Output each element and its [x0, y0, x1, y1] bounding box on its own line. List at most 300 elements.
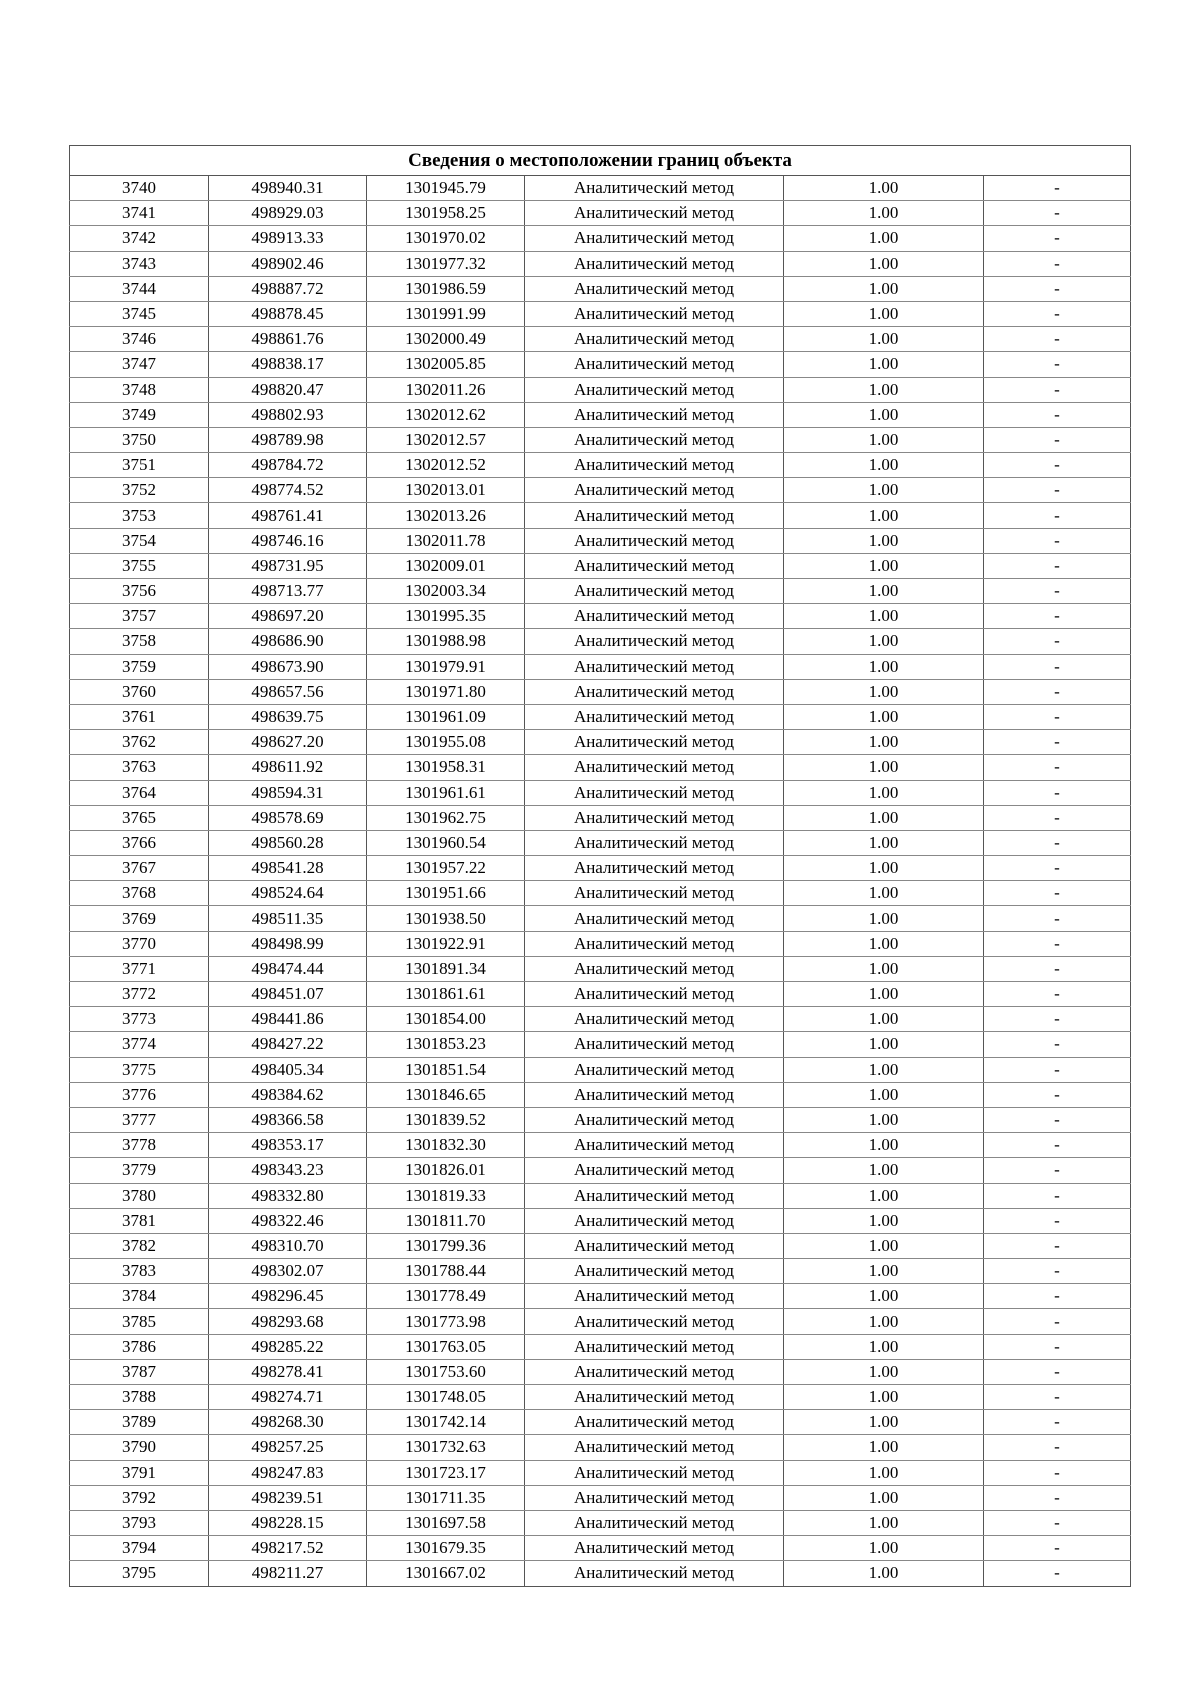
point-number-cell: 3787	[70, 1359, 209, 1384]
y-coordinate-cell: 1301979.91	[367, 654, 525, 679]
method-cell: Аналитический метод	[525, 1032, 784, 1057]
method-cell: Аналитический метод	[525, 1259, 784, 1284]
table-row	[70, 301, 1131, 326]
point-number-cell: 3781	[70, 1208, 209, 1233]
y-coordinate-cell: 1301861.61	[367, 982, 525, 1007]
x-coordinate-cell: 498511.35	[209, 906, 367, 931]
description-cell: -	[984, 654, 1131, 679]
y-coordinate-cell: 1301986.59	[367, 276, 525, 301]
x-coordinate-cell: 498268.30	[209, 1410, 367, 1435]
point-number-cell: 3747	[70, 352, 209, 377]
accuracy-cell: 1.00	[784, 1334, 984, 1359]
description-cell: -	[984, 906, 1131, 931]
method-cell: Аналитический метод	[525, 201, 784, 226]
description-cell: -	[984, 1536, 1131, 1561]
x-coordinate-cell: 498310.70	[209, 1233, 367, 1258]
accuracy-cell: 1.00	[784, 1158, 984, 1183]
method-cell: Аналитический метод	[525, 931, 784, 956]
table-row	[70, 1561, 1131, 1586]
point-number-cell: 3782	[70, 1233, 209, 1258]
document-page	[69, 145, 1130, 1587]
description-cell: -	[984, 1082, 1131, 1107]
point-number-cell: 3771	[70, 956, 209, 981]
x-coordinate-cell: 498940.31	[209, 176, 367, 201]
accuracy-cell: 1.00	[784, 1309, 984, 1334]
description-cell: -	[984, 1334, 1131, 1359]
x-coordinate-cell: 498929.03	[209, 201, 367, 226]
accuracy-cell: 1.00	[784, 1510, 984, 1535]
point-number-cell: 3794	[70, 1536, 209, 1561]
accuracy-cell: 1.00	[784, 1208, 984, 1233]
description-cell: -	[984, 629, 1131, 654]
table-row	[70, 1107, 1131, 1132]
y-coordinate-cell: 1301922.91	[367, 931, 525, 956]
description-cell: -	[984, 226, 1131, 251]
method-cell: Аналитический метод	[525, 226, 784, 251]
y-coordinate-cell: 1302012.52	[367, 453, 525, 478]
x-coordinate-cell: 498627.20	[209, 730, 367, 755]
accuracy-cell: 1.00	[784, 1057, 984, 1082]
y-coordinate-cell: 1301971.80	[367, 679, 525, 704]
x-coordinate-cell: 498887.72	[209, 276, 367, 301]
x-coordinate-cell: 498802.93	[209, 402, 367, 427]
method-cell: Аналитический метод	[525, 1510, 784, 1535]
method-cell: Аналитический метод	[525, 1485, 784, 1510]
table-row	[70, 1284, 1131, 1309]
point-number-cell: 3757	[70, 604, 209, 629]
accuracy-cell: 1.00	[784, 1107, 984, 1132]
description-cell: -	[984, 528, 1131, 553]
y-coordinate-cell: 1301773.98	[367, 1309, 525, 1334]
method-cell: Аналитический метод	[525, 856, 784, 881]
method-cell: Аналитический метод	[525, 679, 784, 704]
y-coordinate-cell: 1302005.85	[367, 352, 525, 377]
method-cell: Аналитический метод	[525, 1435, 784, 1460]
description-cell: -	[984, 1510, 1131, 1535]
method-cell: Аналитический метод	[525, 1007, 784, 1032]
description-cell: -	[984, 1435, 1131, 1460]
y-coordinate-cell: 1301995.35	[367, 604, 525, 629]
point-number-cell: 3761	[70, 704, 209, 729]
y-coordinate-cell: 1301955.08	[367, 730, 525, 755]
x-coordinate-cell: 498594.31	[209, 780, 367, 805]
point-number-cell: 3756	[70, 579, 209, 604]
x-coordinate-cell: 498731.95	[209, 553, 367, 578]
x-coordinate-cell: 498746.16	[209, 528, 367, 553]
table-row	[70, 1334, 1131, 1359]
point-number-cell: 3773	[70, 1007, 209, 1032]
accuracy-cell: 1.00	[784, 553, 984, 578]
table-row	[70, 1233, 1131, 1258]
accuracy-cell: 1.00	[784, 1410, 984, 1435]
method-cell: Аналитический метод	[525, 1334, 784, 1359]
y-coordinate-cell: 1301988.98	[367, 629, 525, 654]
y-coordinate-cell: 1301723.17	[367, 1460, 525, 1485]
x-coordinate-cell: 498611.92	[209, 755, 367, 780]
description-cell: -	[984, 478, 1131, 503]
method-cell: Аналитический метод	[525, 1082, 784, 1107]
point-number-cell: 3774	[70, 1032, 209, 1057]
accuracy-cell: 1.00	[784, 704, 984, 729]
description-cell: -	[984, 1309, 1131, 1334]
method-cell: Аналитический метод	[525, 1183, 784, 1208]
y-coordinate-cell: 1301679.35	[367, 1536, 525, 1561]
x-coordinate-cell: 498343.23	[209, 1158, 367, 1183]
y-coordinate-cell: 1301960.54	[367, 830, 525, 855]
accuracy-cell: 1.00	[784, 805, 984, 830]
method-cell: Аналитический метод	[525, 553, 784, 578]
method-cell: Аналитический метод	[525, 982, 784, 1007]
accuracy-cell: 1.00	[784, 251, 984, 276]
x-coordinate-cell: 498878.45	[209, 301, 367, 326]
point-number-cell: 3744	[70, 276, 209, 301]
accuracy-cell: 1.00	[784, 830, 984, 855]
description-cell: -	[984, 1208, 1131, 1233]
table-row	[70, 805, 1131, 830]
x-coordinate-cell: 498902.46	[209, 251, 367, 276]
description-cell: -	[984, 931, 1131, 956]
table-body	[70, 176, 1131, 1587]
table-row	[70, 654, 1131, 679]
accuracy-cell: 1.00	[784, 755, 984, 780]
method-cell: Аналитический метод	[525, 453, 784, 478]
y-coordinate-cell: 1301763.05	[367, 1334, 525, 1359]
point-number-cell: 3759	[70, 654, 209, 679]
x-coordinate-cell: 498278.41	[209, 1359, 367, 1384]
point-number-cell: 3762	[70, 730, 209, 755]
y-coordinate-cell: 1301697.58	[367, 1510, 525, 1535]
x-coordinate-cell: 498498.99	[209, 931, 367, 956]
point-number-cell: 3783	[70, 1259, 209, 1284]
x-coordinate-cell: 498285.22	[209, 1334, 367, 1359]
table-row	[70, 352, 1131, 377]
accuracy-cell: 1.00	[784, 1359, 984, 1384]
accuracy-cell: 1.00	[784, 276, 984, 301]
description-cell: -	[984, 1460, 1131, 1485]
method-cell: Аналитический метод	[525, 327, 784, 352]
point-number-cell: 3769	[70, 906, 209, 931]
accuracy-cell: 1.00	[784, 730, 984, 755]
description-cell: -	[984, 427, 1131, 452]
point-number-cell: 3788	[70, 1385, 209, 1410]
y-coordinate-cell: 1301961.09	[367, 704, 525, 729]
accuracy-cell: 1.00	[784, 856, 984, 881]
y-coordinate-cell: 1301753.60	[367, 1359, 525, 1384]
description-cell: -	[984, 830, 1131, 855]
accuracy-cell: 1.00	[784, 226, 984, 251]
method-cell: Аналитический метод	[525, 1460, 784, 1485]
description-cell: -	[984, 780, 1131, 805]
y-coordinate-cell: 1302000.49	[367, 327, 525, 352]
table-row	[70, 201, 1131, 226]
method-cell: Аналитический метод	[525, 780, 784, 805]
point-number-cell: 3776	[70, 1082, 209, 1107]
accuracy-cell: 1.00	[784, 1385, 984, 1410]
accuracy-cell: 1.00	[784, 931, 984, 956]
point-number-cell: 3753	[70, 503, 209, 528]
table-row	[70, 1385, 1131, 1410]
accuracy-cell: 1.00	[784, 478, 984, 503]
y-coordinate-cell: 1301711.35	[367, 1485, 525, 1510]
y-coordinate-cell: 1301788.44	[367, 1259, 525, 1284]
x-coordinate-cell: 498474.44	[209, 956, 367, 981]
table-row	[70, 604, 1131, 629]
description-cell: -	[984, 1032, 1131, 1057]
method-cell: Аналитический метод	[525, 604, 784, 629]
method-cell: Аналитический метод	[525, 1133, 784, 1158]
table-row	[70, 780, 1131, 805]
method-cell: Аналитический метод	[525, 1359, 784, 1384]
method-cell: Аналитический метод	[525, 654, 784, 679]
table-title-row	[70, 146, 1131, 176]
x-coordinate-cell: 498293.68	[209, 1309, 367, 1334]
accuracy-cell: 1.00	[784, 982, 984, 1007]
description-cell: -	[984, 755, 1131, 780]
point-number-cell: 3767	[70, 856, 209, 881]
method-cell: Аналитический метод	[525, 1158, 784, 1183]
description-cell: -	[984, 704, 1131, 729]
x-coordinate-cell: 498524.64	[209, 881, 367, 906]
x-coordinate-cell: 498657.56	[209, 679, 367, 704]
point-number-cell: 3749	[70, 402, 209, 427]
x-coordinate-cell: 498247.83	[209, 1460, 367, 1485]
accuracy-cell: 1.00	[784, 654, 984, 679]
accuracy-cell: 1.00	[784, 604, 984, 629]
table-row	[70, 1007, 1131, 1032]
description-cell: -	[984, 553, 1131, 578]
accuracy-cell: 1.00	[784, 327, 984, 352]
description-cell: -	[984, 1284, 1131, 1309]
method-cell: Аналитический метод	[525, 528, 784, 553]
method-cell: Аналитический метод	[525, 1536, 784, 1561]
x-coordinate-cell: 498639.75	[209, 704, 367, 729]
table-row	[70, 528, 1131, 553]
description-cell: -	[984, 881, 1131, 906]
accuracy-cell: 1.00	[784, 503, 984, 528]
point-number-cell: 3758	[70, 629, 209, 654]
accuracy-cell: 1.00	[784, 956, 984, 981]
table-row	[70, 377, 1131, 402]
x-coordinate-cell: 498353.17	[209, 1133, 367, 1158]
x-coordinate-cell: 498820.47	[209, 377, 367, 402]
point-number-cell: 3746	[70, 327, 209, 352]
table-row	[70, 327, 1131, 352]
description-cell: -	[984, 604, 1131, 629]
method-cell: Аналитический метод	[525, 1107, 784, 1132]
x-coordinate-cell: 498427.22	[209, 1032, 367, 1057]
method-cell: Аналитический метод	[525, 704, 784, 729]
table-row	[70, 755, 1131, 780]
method-cell: Аналитический метод	[525, 478, 784, 503]
table-row	[70, 553, 1131, 578]
table-row	[70, 1259, 1131, 1284]
y-coordinate-cell: 1301970.02	[367, 226, 525, 251]
description-cell: -	[984, 730, 1131, 755]
method-cell: Аналитический метод	[525, 402, 784, 427]
point-number-cell: 3779	[70, 1158, 209, 1183]
point-number-cell: 3770	[70, 931, 209, 956]
point-number-cell: 3765	[70, 805, 209, 830]
x-coordinate-cell: 498673.90	[209, 654, 367, 679]
x-coordinate-cell: 498239.51	[209, 1485, 367, 1510]
description-cell: -	[984, 1158, 1131, 1183]
x-coordinate-cell: 498697.20	[209, 604, 367, 629]
description-cell: -	[984, 352, 1131, 377]
table-row	[70, 1510, 1131, 1535]
x-coordinate-cell: 498217.52	[209, 1536, 367, 1561]
method-cell: Аналитический метод	[525, 1233, 784, 1258]
description-cell: -	[984, 503, 1131, 528]
y-coordinate-cell: 1302012.57	[367, 427, 525, 452]
y-coordinate-cell: 1301839.52	[367, 1107, 525, 1132]
table-row	[70, 906, 1131, 931]
accuracy-cell: 1.00	[784, 1233, 984, 1258]
description-cell: -	[984, 301, 1131, 326]
description-cell: -	[984, 1133, 1131, 1158]
y-coordinate-cell: 1301853.23	[367, 1032, 525, 1057]
point-number-cell: 3751	[70, 453, 209, 478]
description-cell: -	[984, 402, 1131, 427]
method-cell: Аналитический метод	[525, 830, 784, 855]
table-row	[70, 679, 1131, 704]
accuracy-cell: 1.00	[784, 1133, 984, 1158]
method-cell: Аналитический метод	[525, 805, 784, 830]
point-number-cell: 3755	[70, 553, 209, 578]
y-coordinate-cell: 1301851.54	[367, 1057, 525, 1082]
point-number-cell: 3745	[70, 301, 209, 326]
point-number-cell: 3790	[70, 1435, 209, 1460]
y-coordinate-cell: 1301846.65	[367, 1082, 525, 1107]
x-coordinate-cell: 498211.27	[209, 1561, 367, 1586]
description-cell: -	[984, 327, 1131, 352]
x-coordinate-cell: 498578.69	[209, 805, 367, 830]
point-number-cell: 3752	[70, 478, 209, 503]
y-coordinate-cell: 1301957.22	[367, 856, 525, 881]
x-coordinate-cell: 498274.71	[209, 1385, 367, 1410]
point-number-cell: 3775	[70, 1057, 209, 1082]
accuracy-cell: 1.00	[784, 1435, 984, 1460]
x-coordinate-cell: 498302.07	[209, 1259, 367, 1284]
table-title: Сведения о местоположении границ объекта	[70, 146, 1131, 176]
method-cell: Аналитический метод	[525, 1208, 784, 1233]
method-cell: Аналитический метод	[525, 503, 784, 528]
accuracy-cell: 1.00	[784, 427, 984, 452]
method-cell: Аналитический метод	[525, 1057, 784, 1082]
point-number-cell: 3741	[70, 201, 209, 226]
description-cell: -	[984, 1410, 1131, 1435]
description-cell: -	[984, 201, 1131, 226]
method-cell: Аналитический метод	[525, 352, 784, 377]
description-cell: -	[984, 377, 1131, 402]
accuracy-cell: 1.00	[784, 1183, 984, 1208]
y-coordinate-cell: 1301742.14	[367, 1410, 525, 1435]
table-row	[70, 427, 1131, 452]
table-row	[70, 251, 1131, 276]
y-coordinate-cell: 1301819.33	[367, 1183, 525, 1208]
y-coordinate-cell: 1301799.36	[367, 1233, 525, 1258]
point-number-cell: 3793	[70, 1510, 209, 1535]
point-number-cell: 3742	[70, 226, 209, 251]
y-coordinate-cell: 1301778.49	[367, 1284, 525, 1309]
point-number-cell: 3740	[70, 176, 209, 201]
table-row	[70, 1536, 1131, 1561]
y-coordinate-cell: 1301811.70	[367, 1208, 525, 1233]
description-cell: -	[984, 1007, 1131, 1032]
table-row	[70, 478, 1131, 503]
table-row	[70, 453, 1131, 478]
accuracy-cell: 1.00	[784, 906, 984, 931]
description-cell: -	[984, 805, 1131, 830]
y-coordinate-cell: 1301958.31	[367, 755, 525, 780]
y-coordinate-cell: 1301977.32	[367, 251, 525, 276]
accuracy-cell: 1.00	[784, 679, 984, 704]
table-row	[70, 1057, 1131, 1082]
description-cell: -	[984, 1359, 1131, 1384]
x-coordinate-cell: 498451.07	[209, 982, 367, 1007]
table-row	[70, 629, 1131, 654]
method-cell: Аналитический метод	[525, 301, 784, 326]
method-cell: Аналитический метод	[525, 276, 784, 301]
x-coordinate-cell: 498789.98	[209, 427, 367, 452]
accuracy-cell: 1.00	[784, 301, 984, 326]
accuracy-cell: 1.00	[784, 176, 984, 201]
description-cell: -	[984, 1183, 1131, 1208]
x-coordinate-cell: 498296.45	[209, 1284, 367, 1309]
method-cell: Аналитический метод	[525, 251, 784, 276]
table-row	[70, 856, 1131, 881]
description-cell: -	[984, 982, 1131, 1007]
y-coordinate-cell: 1301732.63	[367, 1435, 525, 1460]
table-row	[70, 1435, 1131, 1460]
point-number-cell: 3795	[122, 1563, 156, 1583]
method-cell: Аналитический метод	[525, 176, 784, 201]
point-number-cell: 3777	[70, 1107, 209, 1132]
description-cell: -	[984, 1233, 1131, 1258]
table-row	[70, 982, 1131, 1007]
table-row	[70, 1133, 1131, 1158]
x-coordinate-cell: 498761.41	[209, 503, 367, 528]
description-cell: -	[984, 276, 1131, 301]
accuracy-cell: 1.00	[784, 1284, 984, 1309]
description-cell: -	[984, 1057, 1131, 1082]
table-row	[70, 1208, 1131, 1233]
accuracy-cell: 1.00	[784, 402, 984, 427]
method-cell: Аналитический метод	[525, 1561, 784, 1586]
y-coordinate-cell: 1301938.50	[367, 906, 525, 931]
method-cell: Аналитический метод	[525, 755, 784, 780]
description-cell: -	[984, 251, 1131, 276]
point-number-cell: 3791	[70, 1460, 209, 1485]
table-row	[70, 579, 1131, 604]
table-row	[70, 176, 1131, 201]
method-cell: Аналитический метод	[525, 1385, 784, 1410]
y-coordinate-cell: 1301962.75	[367, 805, 525, 830]
x-coordinate-cell: 498257.25	[209, 1435, 367, 1460]
point-number-cell: 3763	[70, 755, 209, 780]
method-cell: Аналитический метод	[525, 1284, 784, 1309]
table-row	[70, 1410, 1131, 1435]
y-coordinate-cell: 1302003.34	[367, 579, 525, 604]
accuracy-cell: 1.00	[784, 629, 984, 654]
table-row	[70, 503, 1131, 528]
table-row	[70, 956, 1131, 981]
accuracy-cell: 1.00	[784, 453, 984, 478]
y-coordinate-cell: 1301945.79	[367, 176, 525, 201]
point-number-cell: 3789	[70, 1410, 209, 1435]
table-row	[70, 1158, 1131, 1183]
description-cell: -	[984, 956, 1131, 981]
point-number-cell: 3784	[70, 1284, 209, 1309]
